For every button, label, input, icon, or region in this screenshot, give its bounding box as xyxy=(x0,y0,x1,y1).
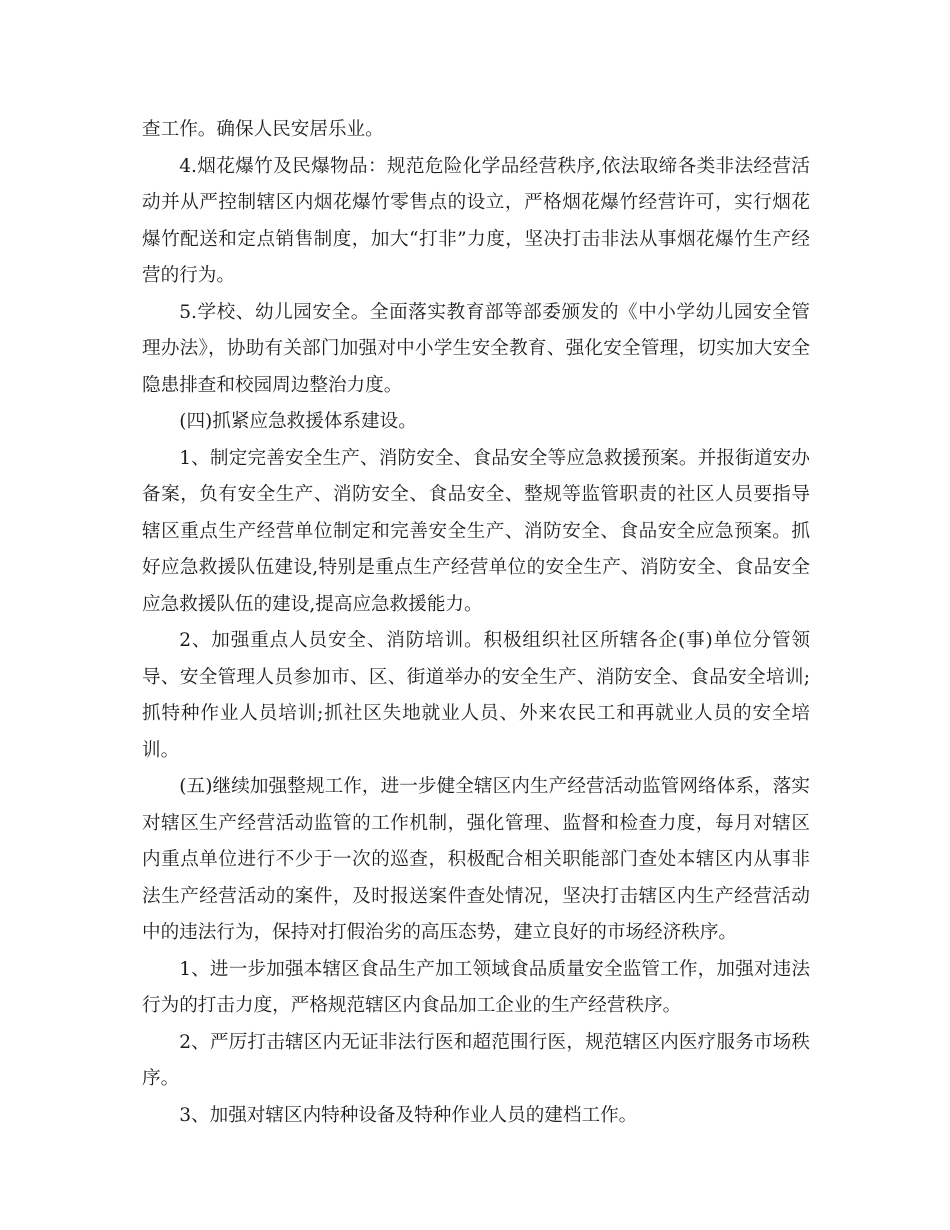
paragraph-medical-practice: 2、严厉打击辖区内无证非法行医和超范围行医，规范辖区内医疗服务市场秩序。 xyxy=(142,1031,810,1089)
document-body xyxy=(142,112,810,1134)
section-heading-emergency: (四)抓紧应急救援体系建设。 xyxy=(179,411,417,432)
paragraph-safety-training: 2、加强重点人员安全、消防培训。积极组织社区所辖各企(事)单位分管领导、安全管理人员参加市、区、街道举办的安全生产、消防安全、食品安全培训;抓特种作业人员培训;抓社区失地就业人员、外来农民工和再就业人员的安全培训。 xyxy=(142,630,810,761)
paragraph-food-safety: 1、进一步加强本辖区食品生产加工领域食品质量安全监管工作，加强对违法行为的打击力度，严格规范辖区内食品加工企业的生产经营秩序。 xyxy=(142,958,810,1016)
paragraph-special-equipment: 3、加强对辖区内特种设备及特种作业人员的建档工作。 xyxy=(179,1104,638,1126)
paragraph-school-safety: 5.学校、幼儿园安全。全面落实教育部等部委颁发的《中小学幼儿园安全管理办法》，协助有关部门加强对中小学生安全教育、强化安全管理，切实加大安全隐患排查和校园周边整治力度。 xyxy=(142,301,810,396)
paragraph-emergency-plans: 1、制定完善安全生产、消防安全、食品安全等应急救援预案。并报街道安办备案，负有安全生产、消防安全、食品安全、整规等监管职责的社区人员要指导辖区重点生产经营单位制定和完善安全生产、消防安全、食品安全应急预案。抓好应急救援队伍建设,特别是重点生产经营单位的安全生产、消防安全、食品安全应急救援队伍的建设,提高应急救援能力。 xyxy=(142,447,810,615)
paragraph-continuation: 查工作。确保人民安居乐业。 xyxy=(142,119,384,140)
paragraph-fireworks: 4.烟花爆竹及民爆物品：规范危险化学品经营秩序,依法取缔各类非法经营活动并从严控制辖区内烟花爆竹零售点的设立，严格烟花爆竹经营许可，实行烟花爆竹配送和定点销售制度，加大“打非”力度，坚决打击非法从事烟花爆竹生产经营的行为。 xyxy=(142,155,810,286)
section-heading-regulation: (五)继续加强整规工作，进一步健全辖区内生产经营活动监管网络体系，落实对辖区生产经营活动监管的工作机制，强化管理、监督和检查力度，每月对辖区内重点单位进行不少于一次的巡查，积极配合相关职能部门查处本辖区内从事非法生产经营活动的案件，及时报送案件查处情况，坚决打击辖区内生产经营活动中的违法行为，保持对打假治劣的高压态势，建立良好的市场经济秩序。 xyxy=(142,776,810,943)
